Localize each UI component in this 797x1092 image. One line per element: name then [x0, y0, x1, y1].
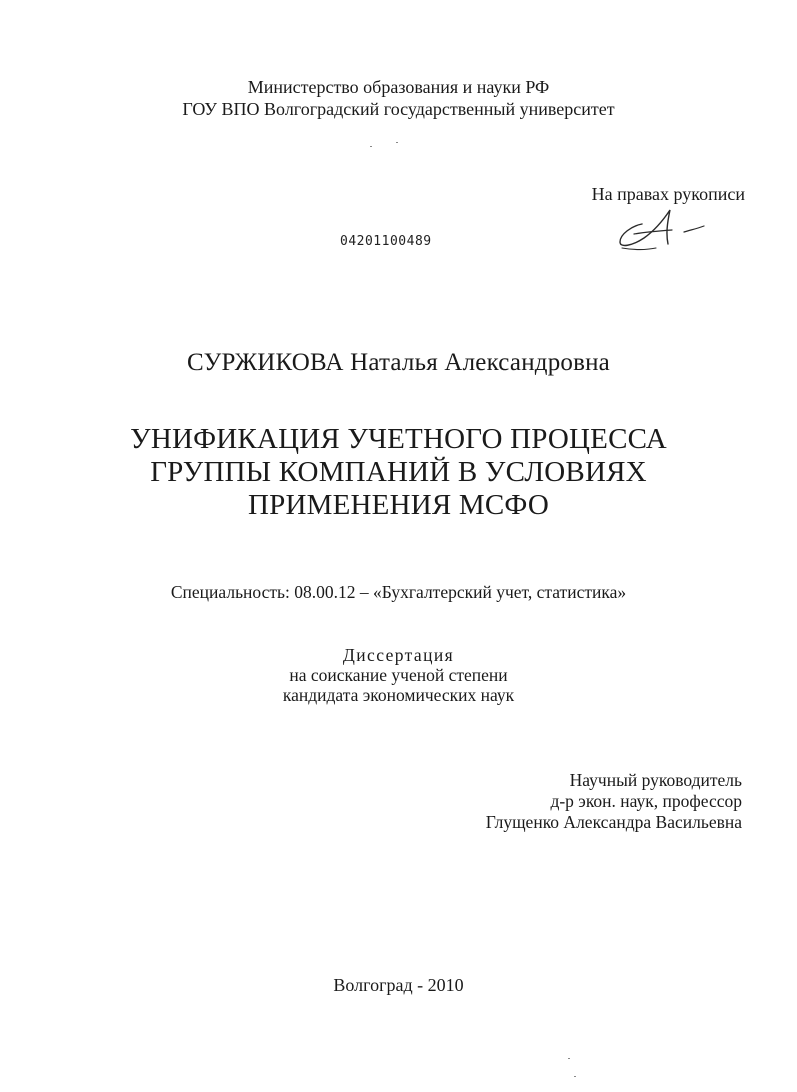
author-name: СУРЖИКОВА Наталья Александровна: [187, 349, 610, 376]
title-line-1: УНИФИКАЦИЯ УЧЕТНОГО ПРОЦЕССА: [130, 423, 667, 455]
ministry-header: [0, 76, 797, 120]
registration-number: 04201100489: [340, 234, 432, 249]
supervisor-degree: д-р экон. наук, профессор: [550, 791, 742, 811]
ministry-line-2: ГОУ ВПО Волгоградский государственный университет: [182, 99, 615, 119]
manuscript-note: На правах рукописи: [591, 184, 745, 204]
title-line-2: ГРУППЫ КОМПАНИЙ В УСЛОВИЯХ: [150, 456, 647, 488]
supervisor-name: Глущенко Александра Васильевна: [485, 812, 742, 832]
degree-line-1: на соискание ученой степени: [289, 665, 508, 685]
specialty: Специальность: 08.00.12 – «Бухгалтерский учет, статистика»: [170, 582, 627, 602]
title-line-3: ПРИМЕНЕНИЯ МСФО: [248, 489, 549, 521]
scan-speck: [568, 1058, 570, 1059]
ministry-line-1: Министерство образования и науки РФ: [247, 77, 550, 97]
dissertation-title: [0, 423, 797, 522]
scan-speck: [396, 142, 398, 143]
handwritten-signature: [612, 204, 712, 256]
scan-speck: [574, 1076, 576, 1077]
dissertation-info: [0, 645, 797, 705]
supervisor-block: [440, 770, 742, 833]
supervisor-role: Научный руководитель: [569, 770, 742, 790]
scan-speck: [370, 146, 372, 147]
dissertation-label: Диссертация: [342, 645, 455, 665]
degree-line-2: кандидата экономических наук: [282, 685, 515, 705]
city-year: Волгоград - 2010: [333, 975, 464, 995]
